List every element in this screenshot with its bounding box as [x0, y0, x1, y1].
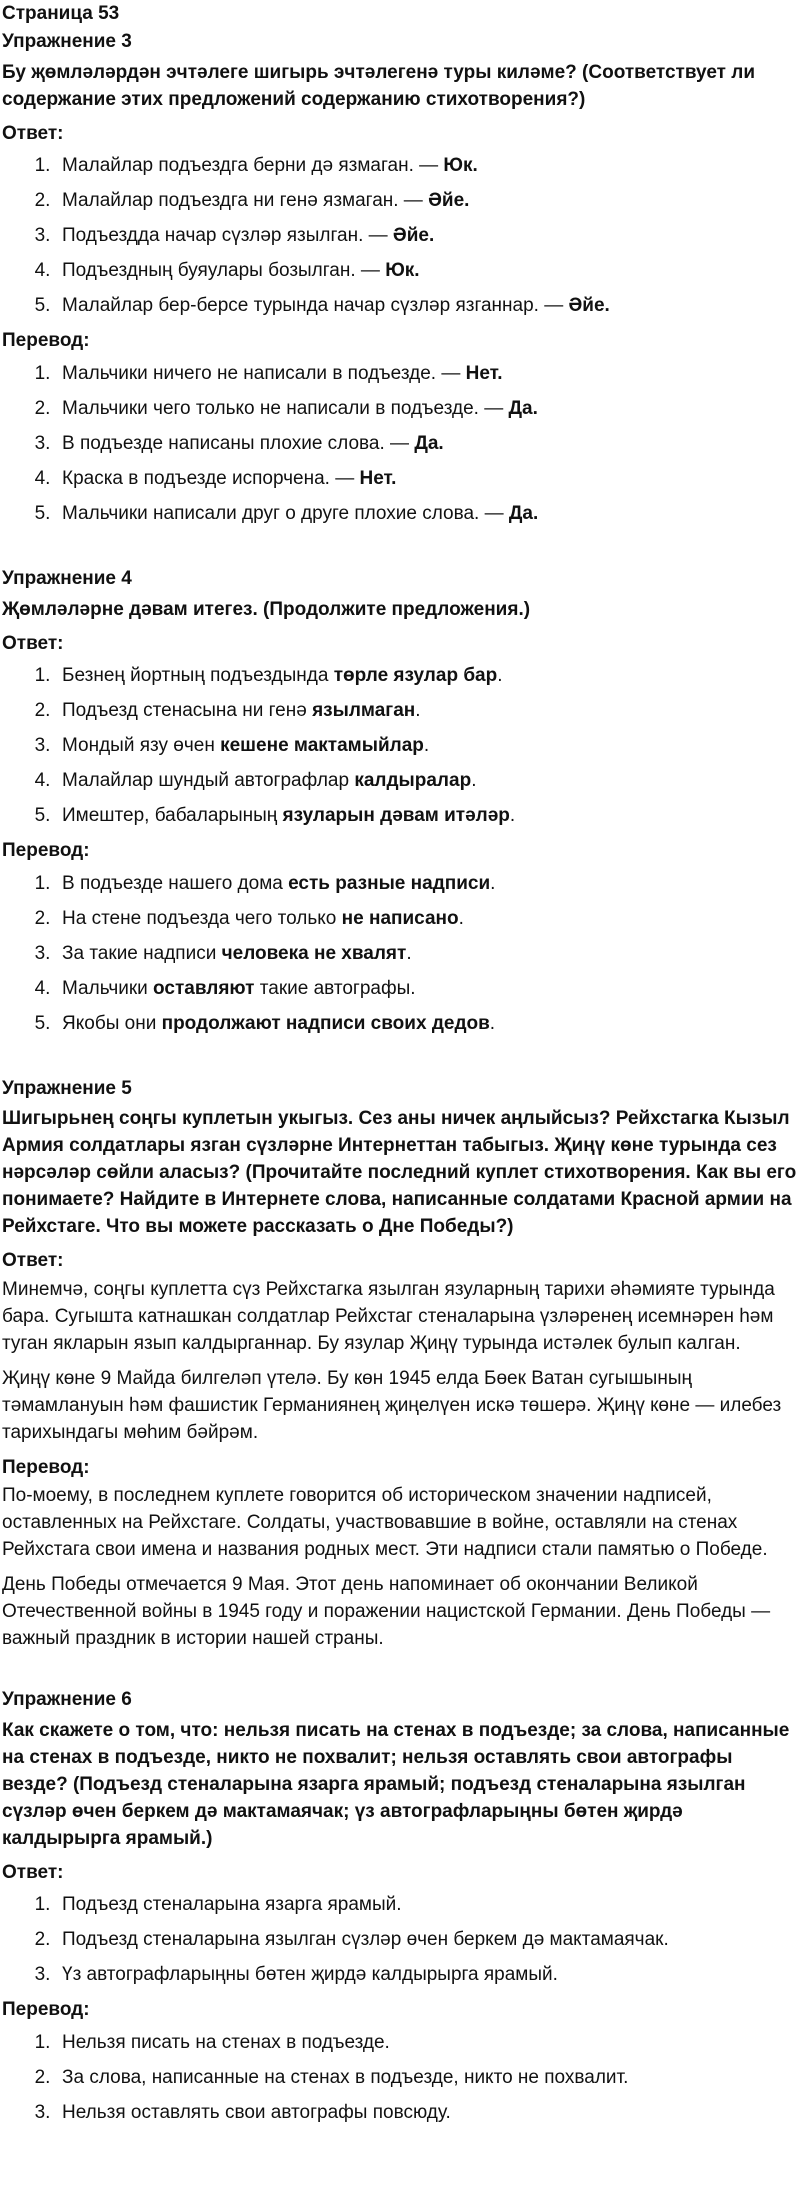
list-item-text	[62, 2065, 628, 2092]
list-item	[2, 2096, 798, 2131]
item-text-segment: Мальчики чего только не написали в подъезде. —	[62, 398, 509, 419]
item-text-segment: Нельзя писать на стенах в подъезде.	[62, 2031, 390, 2053]
list-item	[2, 1958, 798, 1993]
bold-answer-text: язылмаган	[312, 700, 416, 722]
page-title: Страница 53	[2, 3, 120, 24]
list-item-text	[62, 1892, 402, 1919]
list-item	[2, 972, 798, 1007]
list-item	[2, 289, 798, 324]
bold-answer-text: төрле язулар бар	[333, 665, 498, 687]
item-text-segment: .	[415, 700, 421, 722]
item-text-segment: .	[509, 805, 516, 827]
list-item-text	[62, 293, 610, 320]
item-text-segment: Подъездда начар сүзләр язылган. —	[62, 225, 393, 247]
list-item-text	[62, 361, 503, 388]
bold-answer-text: Әйе.	[392, 225, 435, 247]
list-item-text	[62, 223, 434, 250]
item-text-segment: Подъезд стеналарына язарга ярамый.	[62, 1894, 402, 1916]
item-text-segment: В подъезде нашего дома	[62, 872, 289, 894]
list-item-text	[62, 733, 429, 760]
list-item-text	[62, 501, 538, 528]
list-item	[2, 902, 798, 937]
list-item-number: 1.	[34, 155, 61, 177]
list-item-number: 4.	[34, 977, 61, 999]
list-item	[2, 392, 798, 427]
list-item-number: 3.	[34, 942, 61, 964]
item-text-segment: Мондый язу өчен	[62, 735, 221, 757]
list-item	[2, 184, 798, 219]
list-item	[2, 2026, 798, 2061]
list-item	[2, 1888, 798, 1923]
answer-label: Ответ:	[2, 1250, 64, 1272]
exercise-question: Как скажете о том, что: нельзя писать на стенах в подъезде; за слова, написанные на стенах в подъезде, никто не похвалит; нельзя оставлять свои автографы везде? (Подъезд стеналарына язарга ярамый; подъезд стеналарына язылган сүзләр өчен беркем дә мактамаячак; үз автографларыңны бөтен җирдә калдырырга ярамый.)	[2, 1719, 790, 1849]
bold-answer-text: Юк.	[443, 155, 478, 177]
list-item	[2, 799, 798, 834]
list-item	[2, 462, 798, 497]
translation-label: Перевод:	[2, 330, 90, 352]
exercise-title: Упражнение 4	[2, 567, 132, 589]
list-item-number: 2.	[34, 1929, 61, 1951]
list-item-text	[62, 2030, 390, 2057]
list-item	[2, 659, 798, 694]
list-item-number: 3.	[34, 225, 61, 247]
answer-label: Ответ:	[2, 632, 64, 654]
list-item-text	[62, 431, 444, 458]
list-item-number: 2.	[34, 398, 61, 419]
item-text-segment: .	[458, 907, 464, 929]
list-item-number: 3.	[34, 2101, 61, 2123]
list-item	[2, 694, 798, 729]
exercise-question: Җөмләләрне дәвам итегез. (Продолжите предложения.)	[2, 598, 531, 620]
bold-answer-text: Да.	[508, 398, 538, 419]
translation-label: Перевод:	[2, 1999, 90, 2021]
bold-answer-text: Да.	[414, 433, 444, 454]
exercise-title: Упражнение 3	[2, 31, 132, 53]
list-item	[2, 357, 798, 392]
list-item-number: 3.	[34, 1964, 61, 1986]
item-text-segment: Мальчики	[62, 977, 154, 999]
list-item	[2, 219, 798, 254]
list-item-text	[62, 768, 476, 795]
item-text-segment: За слова, написанные на стенах в подъезде, никто не похвалит.	[62, 2066, 629, 2088]
item-text-segment: Безнең йортның подъездында	[62, 665, 334, 687]
bold-answer-text: Да.	[508, 503, 539, 524]
list-item-text	[62, 258, 420, 285]
item-text-segment: .	[490, 872, 496, 894]
answer-label: Ответ:	[2, 1861, 64, 1883]
item-text-segment: Мальчики ничего не написали в подъезде. —	[62, 363, 466, 384]
list-item	[2, 427, 798, 462]
list-item-text	[62, 188, 469, 215]
list-item-number: 1.	[34, 665, 61, 687]
bold-answer-text: Әйе.	[428, 190, 470, 212]
item-text-segment: Нельзя оставлять свои автографы повсюду.	[62, 2101, 451, 2123]
item-text-segment: .	[489, 1012, 496, 1034]
item-text-segment: .	[471, 770, 477, 792]
list-item	[2, 497, 798, 532]
item-text-segment: Якобы они	[62, 1012, 162, 1034]
item-text-segment: Малайлар шундый автографлар	[62, 770, 355, 792]
bold-answer-text: человека не хвалят	[221, 942, 407, 964]
bold-answer-text: Нет.	[359, 468, 397, 489]
item-text-segment: Имештер, бабаларының	[62, 805, 283, 827]
list-item-text	[62, 976, 416, 1003]
item-text-segment: В подъезде написаны плохие слова. —	[62, 433, 415, 454]
list-item-number: 2.	[34, 907, 61, 929]
item-text-segment: Подъезд стеналарына язылган сүзләр өчен беркем дә мактамаячак.	[62, 1929, 669, 1951]
translation-list	[2, 357, 798, 532]
item-text-segment: Малайлар подъездга ни генә язмаган. —	[62, 190, 429, 212]
list-item-number: 4.	[34, 260, 61, 282]
translation-paragraph: День Победы отмечается 9 Мая. Этот день напоминает об окончании Великой Отечественной войны в 1945 году и поражении нацистской Германии. День Победы — важный праздник в истории нашей страны.	[2, 1574, 771, 1650]
list-item-number: 5.	[34, 295, 61, 317]
item-text-segment: За такие надписи	[62, 942, 222, 964]
item-text-segment: Малайлар подъездга берни дә язмаган. —	[62, 155, 444, 177]
translation-paragraph: По-моему, в последнем куплете говорится об историческом значении надписей, оставленных на Рейхстаге. Солдаты, участвовавшие в войне, оставляли на стенах Рейхстага свои имена и названия родных мест. Эти надписи стали памятью о Победе.	[2, 1485, 768, 1561]
list-item	[2, 149, 798, 184]
translation-list	[2, 2026, 798, 2131]
translation-label: Перевод:	[2, 840, 90, 862]
item-text-segment: Үз автографларыңны бөтен җирдә калдырырга ярамый.	[62, 1964, 558, 1986]
list-item-number: 1.	[34, 2031, 61, 2053]
exercise-5	[2, 1076, 798, 1653]
answer-list	[2, 1888, 798, 1993]
answer-paragraph: Минемчә, соңгы куплетта сүз Рейхстагка язылган язуларның тарихи әһәмияте турында бара. Сугышта катнашкан солдатлар Рейхстаг стеналарына үзләренең исемнәрен һәм туган якларын язып калдырганнар. Бу язулар Җиңү турында истәлек булып калган.	[2, 1278, 775, 1354]
exercise-3	[2, 29, 798, 532]
item-text-segment: На стене подъезда чего только	[62, 907, 342, 929]
exercise-question: Бу җөмләләрдән эчтәлеге шигырь эчтәлегенә туры киләме? (Соответствует ли содержание этих предложений содержанию стихотворения?)	[2, 61, 755, 110]
bold-answer-text: оставляют	[153, 977, 255, 999]
list-item-text	[62, 871, 495, 898]
bold-answer-text: не написано	[341, 907, 459, 929]
item-text-segment: Мальчики написали друг о друге плохие слова. —	[62, 503, 509, 524]
list-item-text	[62, 1962, 558, 1989]
list-item-number: 5.	[34, 1012, 61, 1034]
list-item-text	[62, 396, 538, 423]
item-text-segment: Малайлар бер-берсе турында начар сүзләр язганнар. —	[62, 295, 569, 317]
list-item-text	[62, 153, 478, 180]
bold-answer-text: Әйе.	[568, 295, 610, 317]
list-item	[2, 1007, 798, 1042]
exercise-question: Шигырьнең соңгы куплетын укыгыз. Сез аны ничек аңлыйсыз? Рейхстагка Кызыл Армия солдатлары язган сүзләрне Интернеттан табыгыз. Җиңү көне турында сез нәрсәләр сөйли аласыз? (Прочитайте последний куплет стихотворения. Как вы его понимаете? Найдите в Интернете слова, написанные солдатами Красной армии на Рейхстаге. Что вы можете рассказать о Дне Победы?)	[2, 1108, 797, 1238]
item-text-segment: .	[423, 735, 430, 757]
answer-list	[2, 659, 798, 834]
list-item-number: 4.	[34, 770, 61, 792]
list-item-number: 1.	[34, 872, 61, 894]
list-item-number: 2.	[34, 700, 61, 722]
list-item	[2, 1923, 798, 1958]
translation-label: Перевод:	[2, 1456, 90, 1478]
list-item-number: 1.	[34, 363, 61, 384]
bold-answer-text: калдыралар	[354, 770, 472, 792]
item-text-segment: Подъезд стенасына ни генә	[62, 700, 313, 722]
list-item-text	[62, 698, 421, 725]
item-text-segment: такие автографы.	[254, 977, 416, 999]
list-item-text	[62, 2100, 451, 2127]
list-item-text	[62, 663, 503, 690]
item-text-segment: Краска в подъезде испорчена. —	[62, 468, 360, 489]
bold-answer-text: продолжают надписи своих дедов	[161, 1012, 490, 1034]
list-item-text	[62, 466, 396, 493]
list-item-text	[62, 1927, 669, 1954]
item-text-segment: Подъездның буяулары бозылган. —	[62, 260, 386, 282]
list-item-text	[62, 1011, 495, 1038]
item-text-segment: .	[406, 942, 412, 964]
bold-answer-text: язуларын дәвам итәләр	[282, 805, 510, 827]
bold-answer-text: Нет.	[465, 363, 503, 384]
exercise-title: Упражнение 6	[2, 1689, 132, 1711]
list-item-number: 2.	[34, 2066, 61, 2088]
list-item-text	[62, 803, 515, 830]
translation-list	[2, 867, 798, 1042]
bold-answer-text: кешене мактамыйлар	[220, 735, 424, 757]
list-item	[2, 729, 798, 764]
list-item-number: 5.	[34, 805, 61, 827]
list-item-number: 3.	[34, 735, 61, 757]
list-item-number: 2.	[34, 190, 61, 212]
list-item-number: 3.	[34, 433, 61, 454]
list-item-text	[62, 906, 464, 933]
exercise-4	[2, 566, 798, 1042]
list-item	[2, 764, 798, 799]
list-item-number: 4.	[34, 468, 61, 489]
list-item	[2, 867, 798, 902]
answer-paragraph: Җиңү көне 9 Майда билгеләп үтелә. Бу көн 1945 елда Бөек Ватан сугышының тәмамлануын һәм фашистик Германиянең җиңелүен искә төшерә. Җиңү көне — илебез тарихындагы мөһим бәйрәм.	[2, 1367, 782, 1443]
list-item	[2, 937, 798, 972]
list-item	[2, 254, 798, 289]
answer-label: Ответ:	[2, 122, 64, 144]
exercise-6	[2, 1687, 798, 2131]
item-text-segment: .	[497, 665, 503, 687]
exercise-title: Упражнение 5	[2, 1077, 132, 1099]
list-item-number: 5.	[34, 503, 61, 524]
bold-answer-text: есть разные надписи	[288, 872, 491, 894]
list-item	[2, 2061, 798, 2096]
list-item-text	[62, 941, 412, 968]
answer-list	[2, 149, 798, 324]
bold-answer-text: Юк.	[385, 260, 420, 282]
list-item-number: 1.	[34, 1894, 61, 1916]
